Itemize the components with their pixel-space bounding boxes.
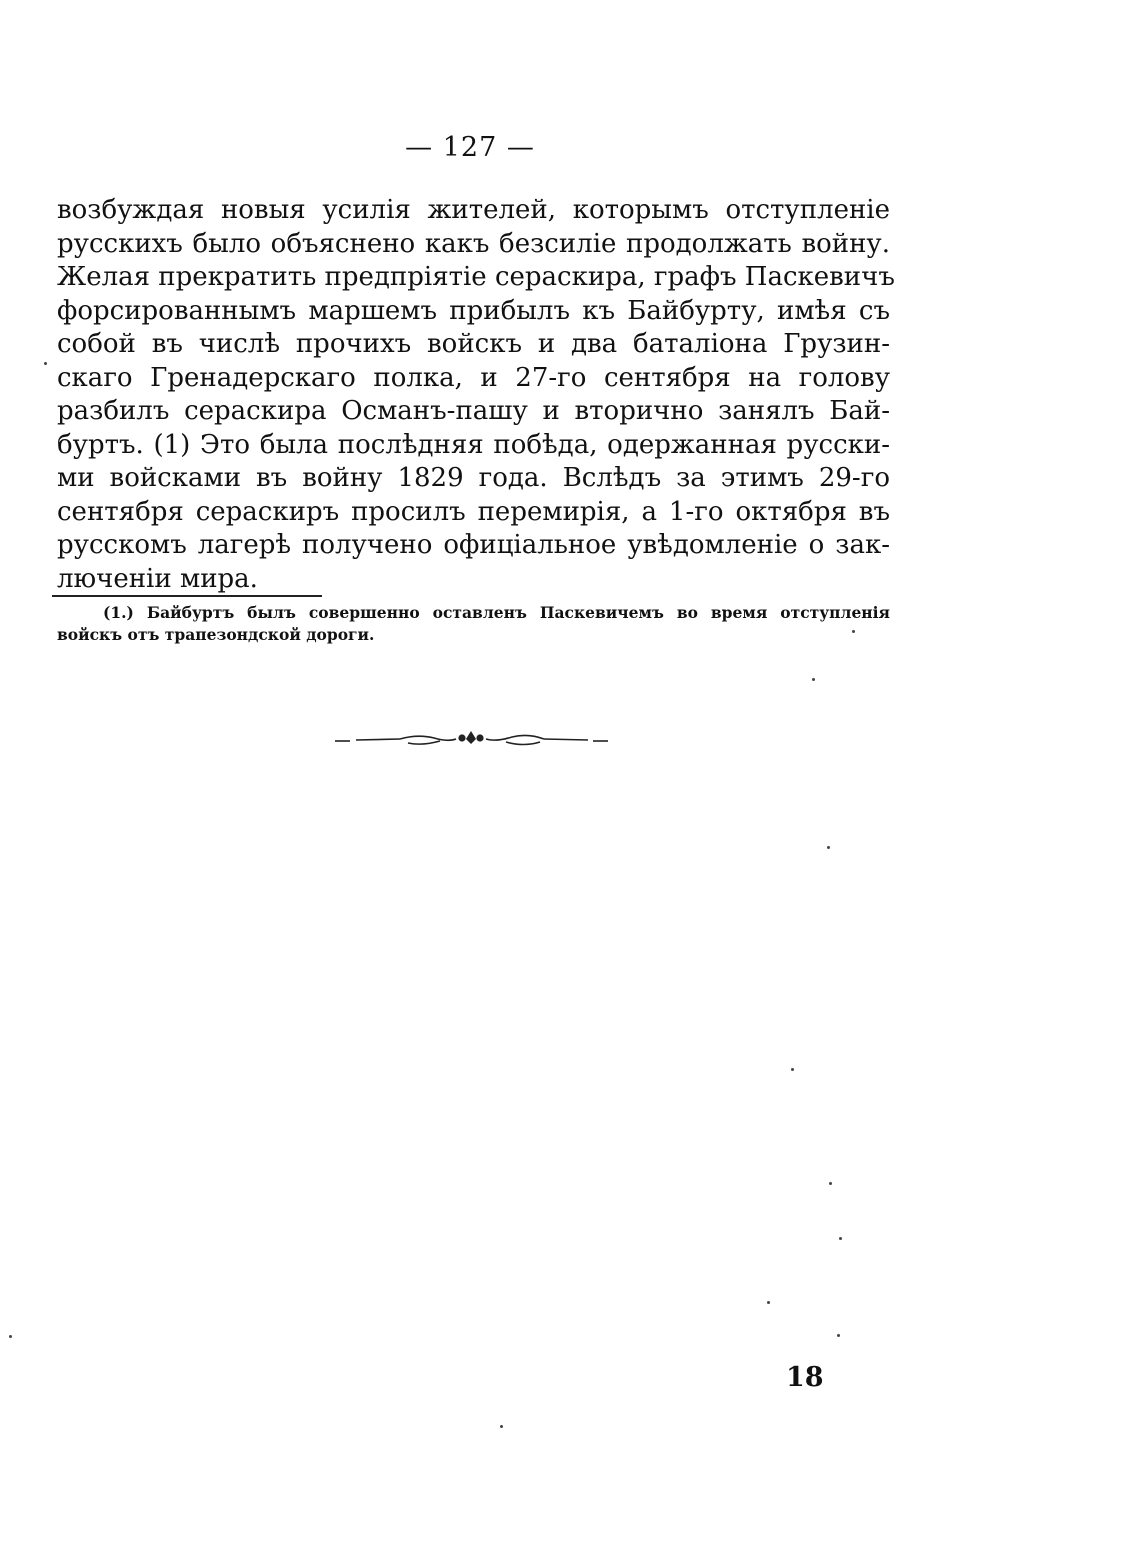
paper-speck [829,1182,832,1185]
paper-speck [767,1301,770,1304]
text-line: собой въ числѣ прочихъ войскъ и два баталіона Грузин- [57,329,890,359]
footnote-line: (1.) Байбуртъ былъ совершенно оставленъ Паскевичемъ во время отступленія [103,603,890,622]
paper-speck [837,1334,840,1337]
text-line: Желая прекратить предпріятіе сераскира, графъ Паскевичъ [57,262,895,292]
paper-speck [827,846,830,849]
text-line: русскомъ лагерѣ получено офиціальное увѣдомленіе о зак- [57,530,890,560]
signature-mark: 18 [786,1362,824,1393]
paper-speck [500,1425,503,1428]
footnote [57,602,890,646]
footnote-divider [52,595,322,597]
paper-speck [812,678,815,681]
ornament-divider-icon [330,722,610,754]
paper-speck [839,1237,842,1240]
text-line: скаго Гренадерскаго полка, и 27-го сентября на голову [57,362,890,393]
body-text [57,194,895,596]
paper-speck [9,1335,12,1338]
paper-speck [44,362,47,365]
text-line: люченіи мира. [57,563,258,594]
text-line: сентября сераскиръ просилъ перемирія, а 1-го октября въ [57,496,890,527]
text-line: русскихъ было объяснено какъ безсиліе продолжать войну. [57,228,890,259]
paper-speck [852,630,855,633]
page-number: — 127 — [405,132,535,163]
text-line: форсированнымъ маршемъ прибылъ къ Байбурту, имѣя съ [57,295,890,326]
paper-speck [791,1068,794,1071]
footnote-line: войскъ отъ трапезондской дороги. [57,625,375,644]
text-line: ми войсками въ войну 1829 года. Вслѣдъ за этимъ 29-го [57,463,890,493]
text-line: буртъ. (1) Это была послѣдняя побѣда, одержанная русски- [57,429,890,460]
text-line: возбуждая новыя усилія жителей, которымъ отступленіе [57,195,890,225]
text-line: разбилъ сераскира Османъ-пашу и вторично занялъ Бай- [57,396,890,426]
